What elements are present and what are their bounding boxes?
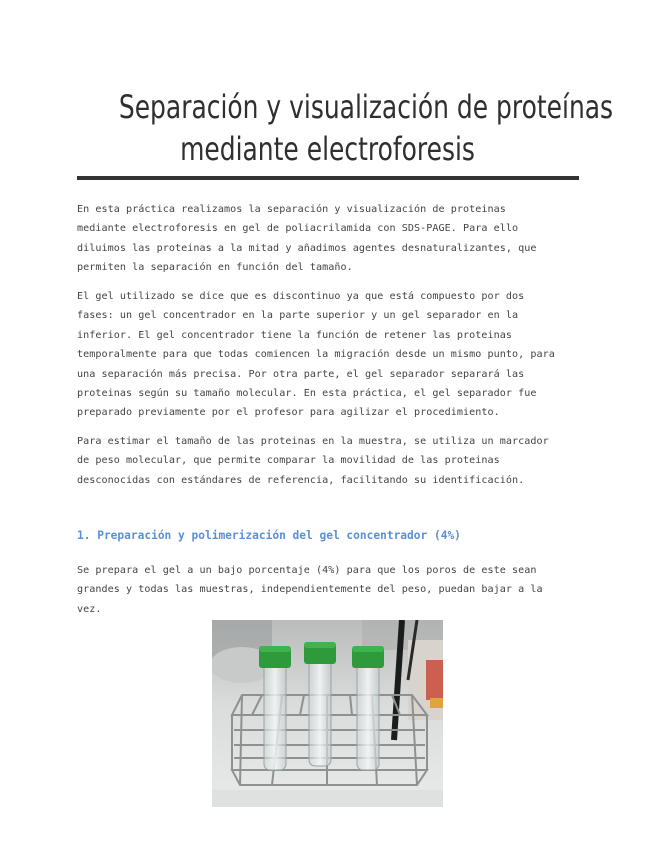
text-line: preparado previamente por el profesor para agilizar el procedimiento. (77, 407, 500, 419)
text-line: vez. (77, 603, 102, 615)
text-line: proteinas según su tamaño molecular. En esta práctica, el gel separador fue (77, 388, 537, 400)
text-line: grandes y todas las muestras, independientemente del peso, puedan bajar a la (77, 584, 543, 596)
text-line: una separación más precisa. Por otra parte, el gel separador separará las (77, 368, 525, 380)
text-line: desconocidas con estándares de referencia, facilitando su identificación. (77, 474, 525, 486)
text-line: diluimos las proteinas a la mitad y añadimos agentes desnaturalizantes, que (77, 242, 537, 254)
text-line: mediante electroforesis en gel de poliacrilamida con SDS-PAGE. Para ello (77, 223, 519, 235)
tube-rack-illustration (212, 620, 443, 807)
title-line-2: mediante electroforesis (180, 130, 475, 168)
text-line: El gel utilizado se dice que es discontinuo ya que está compuesto por dos (77, 291, 525, 302)
gel-paragraph (77, 287, 587, 423)
text-line: fases: un gel concentrador en la parte superior y un gel separador en la (77, 310, 519, 322)
text-line: de peso molecular, que permite comparar la movilidad de las proteinas (77, 455, 500, 467)
document-title (118, 86, 614, 170)
text-line: Para estimar el tamaño de las proteinas en la muestra, se utiliza un marcador (77, 436, 549, 447)
title-line-1: Separación y visualización de proteínas (118, 88, 614, 126)
text-line: inferior. El gel concentrador tiene la función de retener las proteinas (77, 329, 513, 341)
section-1-paragraph (77, 561, 587, 619)
text-line: Se prepara el gel a un bajo porcentaje (4%) para que los poros de este sean (77, 565, 537, 576)
tube-rack-photo (212, 620, 443, 807)
text-line: temporalmente para que todas comiencen la migración desde un mismo punto, para (77, 349, 555, 361)
marker-paragraph (77, 432, 587, 490)
title-divider (77, 176, 579, 180)
text-line: permiten la separación en función del tamaño. (77, 262, 353, 274)
intro-paragraph (77, 200, 587, 278)
section-1-heading: 1. Preparación y polimerización del gel concentrador (4%) (77, 529, 461, 542)
text-line: En esta práctica realizamos la separación y visualización de proteinas (77, 204, 506, 215)
